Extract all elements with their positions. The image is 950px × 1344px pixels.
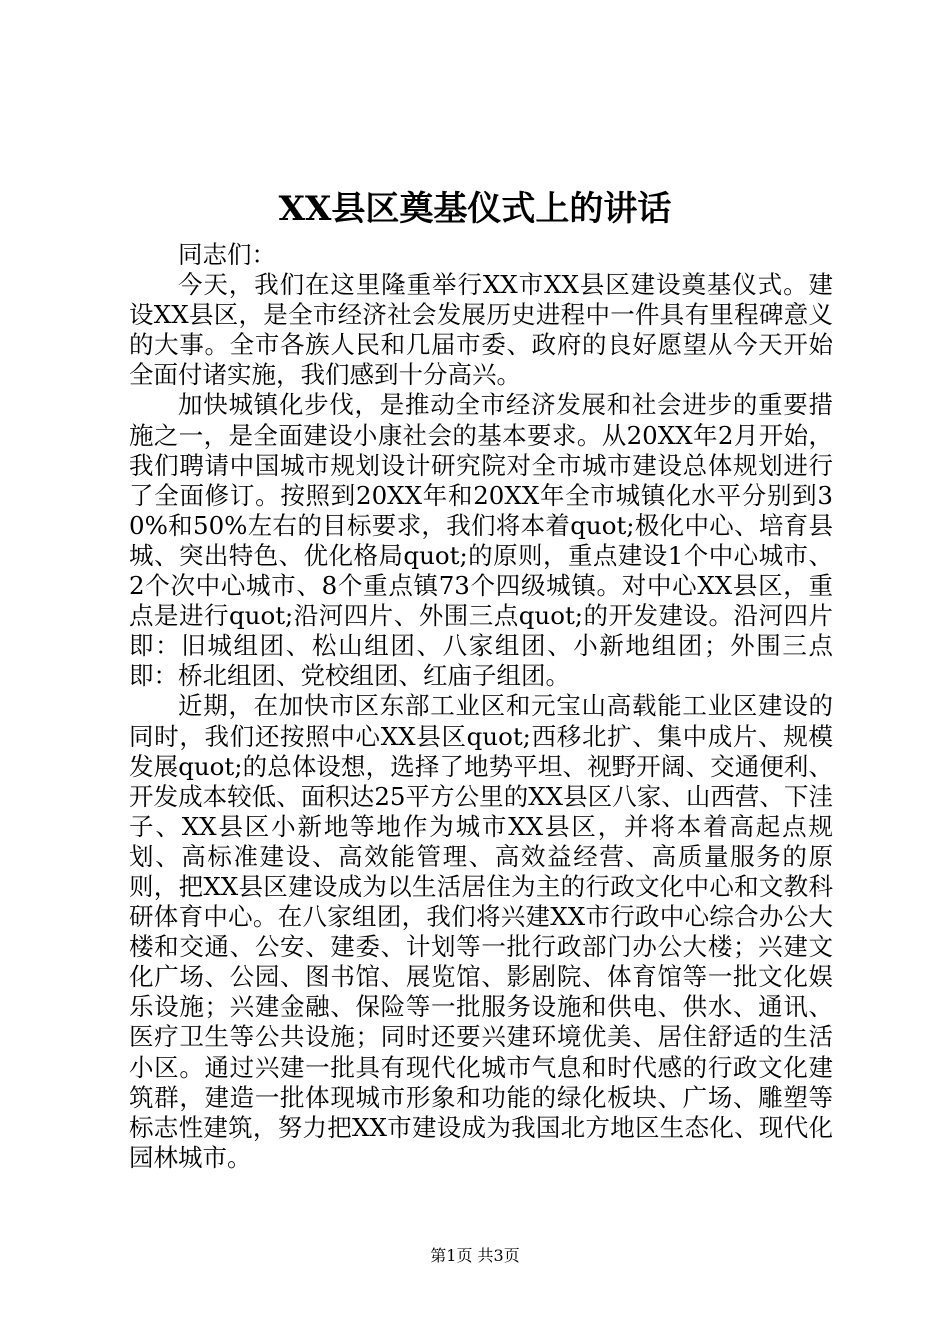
salutation: 同志们： [178, 240, 276, 269]
paragraph-opening: 今天，我们在这里隆重举行XX市XX县区建设奠基仪式。建设XX县区，是全市经济社会发展历史进程中一件具有里程碑意义的大事。全市各族人民和几届市委、政府的良好愿望从今天开始全面付诸实施，我们感到十分高兴。 [129, 270, 833, 390]
document-body [129, 240, 833, 1173]
page-number-footer: 第1页 共3页 [430, 1246, 520, 1265]
paragraph-urbanization: 加快城镇化步伐，是推动全市经济发展和社会进步的重要措施之一，是全面建设小康社会的基本要求。从20XX年2月开始，我们聘请中国城市规划设计研究院对全市城市建设总体规划进行了全面修订。按照到20XX年和20XX年全市城镇化水平分别到30%和50%左右的目标要求，我们将本着quot;极化中心、培育县城、突出特色、优化格局quot;的原则，重点建设1个中心城市、2个次中心城市、8个重点镇73个四级城镇。对中心XX县区，重点是进行quot;沿河四片、外围三点quot;的开发建设。沿河四片即：旧城组团、松山组团、八家组团、小新地组团；外围三点即：桥北组团、党校组团、红庙子组团。 [129, 390, 833, 691]
paragraph-recent-plans: 近期，在加快市区东部工业区和元宝山高载能工业区建设的同时，我们还按照中心XX县区quot;西移北扩、集中成片、规模发展quot;的总体设想，选择了地势平坦、视野开阔、交通便利、开发成本较低、面积达25平方公里的XX县区八家、山西营、下洼子、XX县区小新地等地作为城市XX县区，并将本着高起点规划、高标准建设、高效能管理、高效益经营、高质量服务的原则，把XX县区建设成为以生活居住为主的行政文化中心和文教科研体育中心。在八家组团，我们将兴建XX市行政中心综合办公大楼和交通、公安、建委、计划等一批行政部门办公大楼；兴建文化广场、公园、图书馆、展览馆、影剧院、体育馆等一批文化娱乐设施；兴建金融、保险等一批服务设施和供电、供水、通讯、医疗卫生等公共设施；同时还要兴建环境优美、居住舒适的生活小区。通过兴建一批具有现代化城市气息和时代感的行政文化建筑群，建造一批体现城市形象和功能的绿化板块、广场、雕塑等标志性建筑，努力把XX市建设成为我国北方地区生态化、现代化园林城市。 [129, 691, 833, 1172]
document-title: XX县区奠基仪式上的讲话 [278, 189, 672, 229]
